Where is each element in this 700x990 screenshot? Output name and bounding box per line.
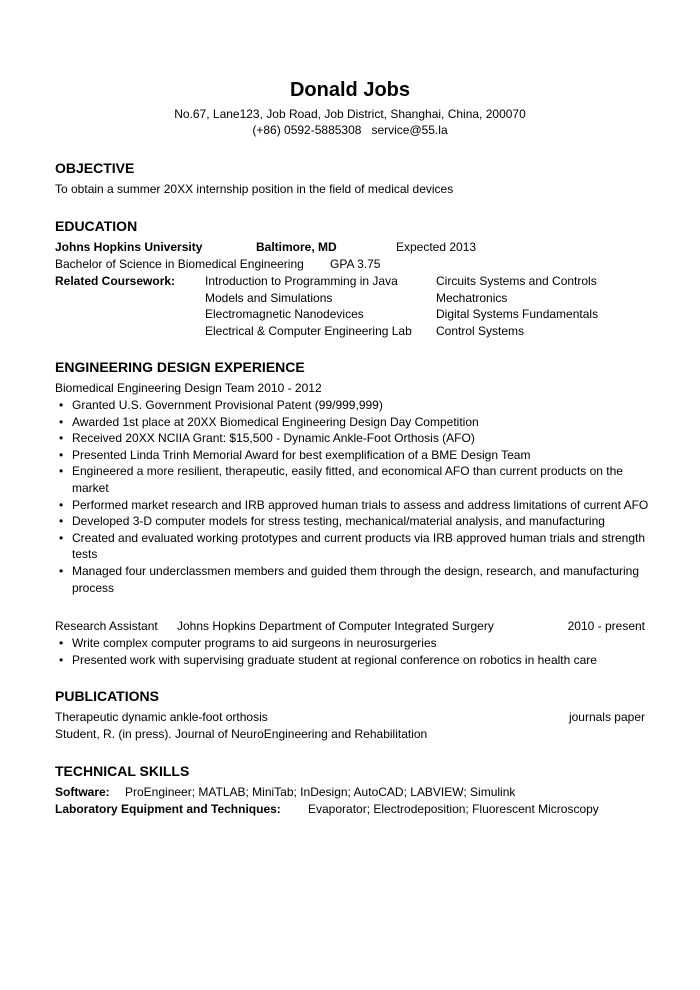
- contact-email: service@55.la: [371, 123, 448, 137]
- education-degree: Bachelor of Science in Biomedical Engineering: [55, 257, 304, 271]
- coursework-item: Mechatronics: [436, 291, 508, 305]
- design-team-bullets: [55, 397, 650, 596]
- list-item: • Engineered a more resilient, therapeutic, easily fitted, and economical AFO than current products on the market: [55, 463, 650, 496]
- ra-dates: 2010 - present: [567, 619, 645, 633]
- skills-heading: TECHNICAL SKILLS: [55, 763, 190, 779]
- coursework-item: Electrical & Computer Engineering Lab: [205, 324, 412, 338]
- publication-title: Therapeutic dynamic ankle-foot orthosis: [55, 710, 268, 724]
- list-item: • Presented work with supervising graduate student at regional conference on robotics in health care: [55, 652, 650, 669]
- list-item: • Performed market research and IRB approved human trials to assess and address limitations of current AFO: [55, 497, 650, 514]
- coursework-item: Electromagnetic Nanodevices: [205, 307, 364, 321]
- list-item: • Developed 3-D computer models for stress testing, mechanical/material analysis, and manufacturing: [55, 513, 650, 530]
- candidate-name: Donald Jobs: [289, 79, 410, 101]
- software-value: ProEngineer; MATLAB; MiniTab; InDesign; AutoCAD; LABVIEW; Simulink: [125, 785, 516, 799]
- list-item: • Managed four underclassmen members and guided them through the design, research, and manufacturing process: [55, 563, 650, 596]
- ra-bullets: [55, 635, 650, 668]
- coursework-item: Introduction to Programming in Java: [205, 274, 398, 288]
- education-heading: EDUCATION: [55, 218, 138, 234]
- contact-phone-email: [0, 122, 700, 138]
- list-item: • Write complex computer programs to aid surgeons in neurosurgeries: [55, 635, 650, 652]
- education-location: Baltimore, MD: [256, 240, 337, 254]
- coursework-item: Digital Systems Fundamentals: [436, 307, 599, 321]
- publications-heading: PUBLICATIONS: [55, 688, 159, 704]
- ra-organization: Johns Hopkins Department of Computer Integrated Surgery: [177, 619, 494, 633]
- software-label: Software:: [55, 785, 110, 799]
- objective-text: To obtain a summer 20XX internship position in the field of medical devices: [55, 182, 454, 196]
- lab-label: Laboratory Equipment and Techniques:: [55, 802, 281, 816]
- education-gpa: GPA 3.75: [330, 257, 381, 271]
- lab-value: Evaporator; Electrodeposition; Fluorescent Microscopy: [308, 802, 599, 816]
- education-expected: Expected 2013: [396, 240, 477, 254]
- contact-address: No.67, Lane123, Job Road, Job District, Shanghai, China, 200070: [174, 107, 526, 121]
- coursework-item: Circuits Systems and Controls: [436, 274, 597, 288]
- list-item: • Granted U.S. Government Provisional Patent (99/999,999): [55, 397, 650, 414]
- list-item: • Created and evaluated working prototypes and current products via IRB approved human trials and strength tests: [55, 530, 650, 563]
- list-item: • Presented Linda Trinh Memorial Award for best exemplification of a BME Design Team: [55, 447, 650, 464]
- design-team-heading: Biomedical Engineering Design Team 2010 - 2012: [55, 381, 322, 395]
- publication-citation: Student, R. (in press). Journal of NeuroEngineering and Rehabilitation: [55, 727, 428, 741]
- coursework-label: Related Coursework:: [55, 274, 176, 288]
- contact-phone: (+86) 0592-5885308: [252, 123, 362, 137]
- list-item: • Awarded 1st place at 20XX Biomedical Engineering Design Day Competition: [55, 414, 650, 431]
- coursework-item: Models and Simulations: [205, 291, 333, 305]
- list-item: • Received 20XX NCIIA Grant: $15,500 - Dynamic Ankle-Foot Orthosis (AFO): [55, 430, 650, 447]
- publication-type: journals paper: [568, 710, 645, 724]
- coursework-item: Control Systems: [436, 324, 525, 338]
- education-school: Johns Hopkins University: [55, 240, 203, 254]
- experience-heading: ENGINEERING DESIGN EXPERIENCE: [55, 359, 305, 375]
- ra-role: Research Assistant: [55, 619, 158, 633]
- objective-heading: OBJECTIVE: [55, 160, 135, 176]
